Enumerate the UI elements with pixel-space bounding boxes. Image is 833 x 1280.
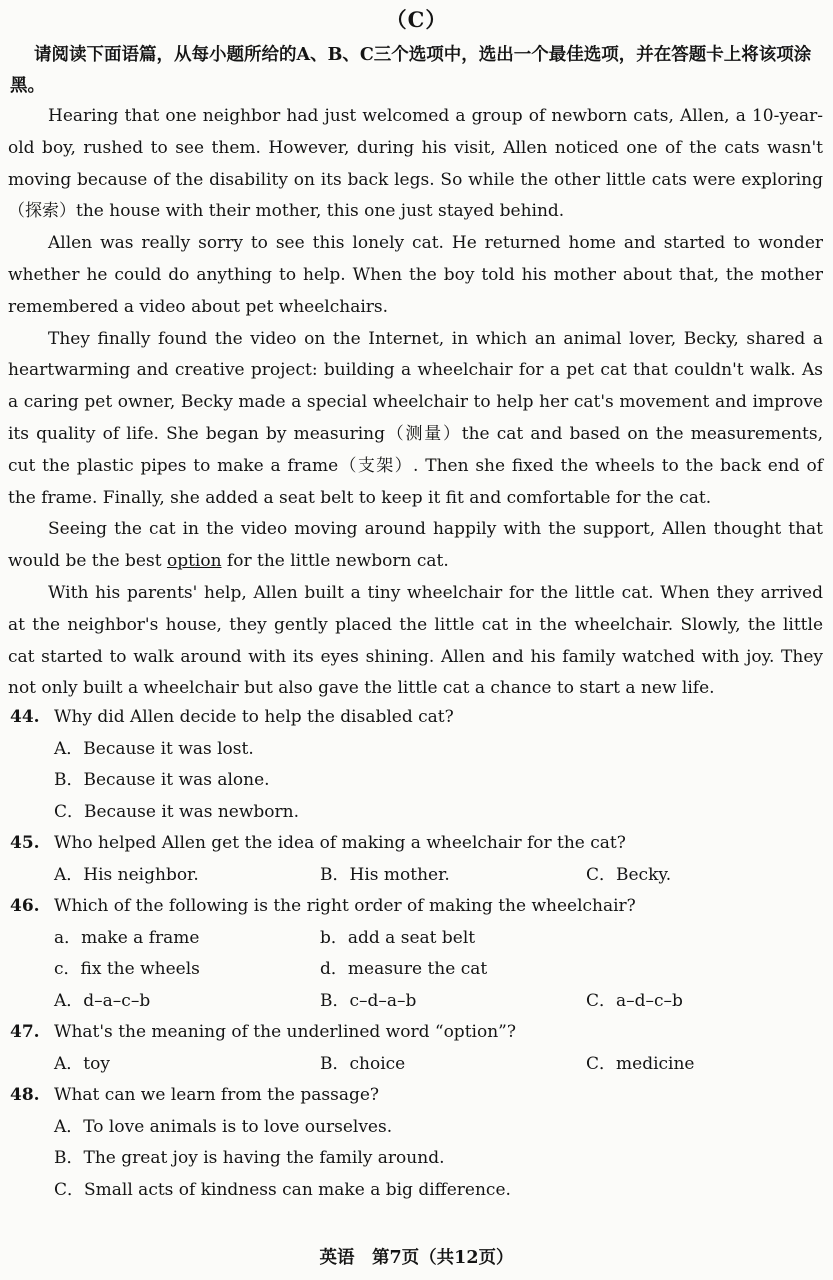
option-a: A．To love animals is to love ourselves. — [54, 1116, 393, 1137]
passage-paragraph-3: They finally found the video on the Internet, in which an animal lover, Becky, shared a heartwarming and creative project: building a wheelchair for a pet cat that couldn't walk. As a caring pet owner, Becky made a special wheelchair to help her cat's movement and improve its quality of life. She began by measuring（测量）the cat and based on the measurements, cut the plastic pipes to make a frame（支架）. Then she fixed the wheels to the back end of the frame. Finally, she added a seat belt to keep it fit and comfortable for the cat. — [8, 328, 823, 508]
option-a: A．Because it was lost. — [54, 738, 254, 759]
step-b: b．add a seat belt — [320, 927, 476, 948]
question-44 — [10, 702, 820, 828]
option-b: B．choice — [320, 1053, 406, 1074]
option-a: A．d–a–c–b — [54, 990, 151, 1011]
page-footer: 英语 第7页（共12页） — [319, 1248, 514, 1268]
steps-row-1 — [10, 923, 820, 955]
question-number: 47. — [10, 1022, 40, 1042]
reading-passage — [8, 101, 823, 705]
question-text: Who helped Allen get the idea of making a wheelchair for the cat? — [54, 833, 626, 853]
question-48 — [10, 1080, 820, 1206]
option-b: B．The great joy is having the family around. — [54, 1148, 445, 1168]
option-c: C．Small acts of kindness can make a big difference. — [54, 1179, 511, 1200]
passage-paragraph-2: Allen was really sorry to see this lonely cat. He returned home and started to wonder whether he could do anything to help. When the boy told his mother about that, the mother remembered a video about pet wheelchairs. — [8, 233, 823, 317]
question-number: 44. — [10, 707, 40, 727]
instructions: 请阅读下面语篇，从每小题所给的A、B、C三个选项中，选出一个最佳选项，并在答题卡上将该项涂黑。 — [10, 45, 812, 96]
section-label: （C） — [385, 7, 448, 32]
underlined-word-option: option — [166, 551, 222, 572]
question-number: 45. — [10, 833, 40, 853]
question-number: 46. — [10, 896, 40, 916]
option-a: A．toy — [54, 1053, 110, 1074]
passage-paragraph-5: With his parents' help, Allen built a tiny wheelchair for the little cat. When they arrived at the neighbor's house, they gently placed the little cat in the wheelchair. Slowly, the little cat started to walk around with its eyes shining. Allen and his family watched with joy. They not only built a wheelchair but also gave the little cat a chance to start a new life. — [8, 582, 823, 699]
step-a: a．make a frame — [54, 927, 200, 948]
steps-row-2 — [10, 954, 820, 986]
passage-p4-after: for the little newborn cat. — [221, 551, 449, 572]
step-d: d．measure the cat — [320, 959, 488, 979]
option-a: A．His neighbor. — [54, 864, 199, 885]
passage-paragraph-4 — [8, 514, 823, 578]
option-c: C．a–d–c–b — [586, 990, 683, 1011]
question-number: 48. — [10, 1085, 40, 1105]
step-c: c．fix the wheels — [54, 959, 200, 979]
question-text: Why did Allen decide to help the disabled cat? — [54, 707, 454, 727]
question-text: What can we learn from the passage? — [54, 1085, 380, 1105]
options-row — [10, 860, 820, 892]
option-c: C．medicine — [586, 1053, 695, 1074]
question-47 — [10, 1017, 820, 1080]
question-text: What's the meaning of the underlined word “option”? — [54, 1022, 516, 1042]
option-b: B．Because it was alone. — [54, 770, 270, 790]
option-c: C．Becky. — [586, 864, 672, 885]
option-c: C．Because it was newborn. — [54, 801, 299, 822]
option-b: B．c–d–a–b — [320, 990, 417, 1011]
question-46 — [10, 891, 820, 1017]
options-row — [10, 1049, 820, 1081]
passage-p4-before: Seeing the cat in the video moving around happily with the support, Allen thought that would be the best — [8, 519, 823, 572]
passage-paragraph-1: Hearing that one neighbor had just welcomed a group of newborn cats, Allen, a 10-year-old boy, rushed to see them. However, during his visit, Allen noticed one of the cats wasn't moving because of the disability on its back legs. So while the other little cats were exploring（探索）the house with their mother, this one just stayed behind. — [8, 106, 823, 222]
question-text: Which of the following is the right order of making the wheelchair? — [54, 896, 636, 916]
questions-list — [10, 702, 820, 1206]
option-b: B．His mother. — [320, 864, 450, 885]
question-45 — [10, 828, 820, 891]
options-row — [10, 986, 820, 1018]
